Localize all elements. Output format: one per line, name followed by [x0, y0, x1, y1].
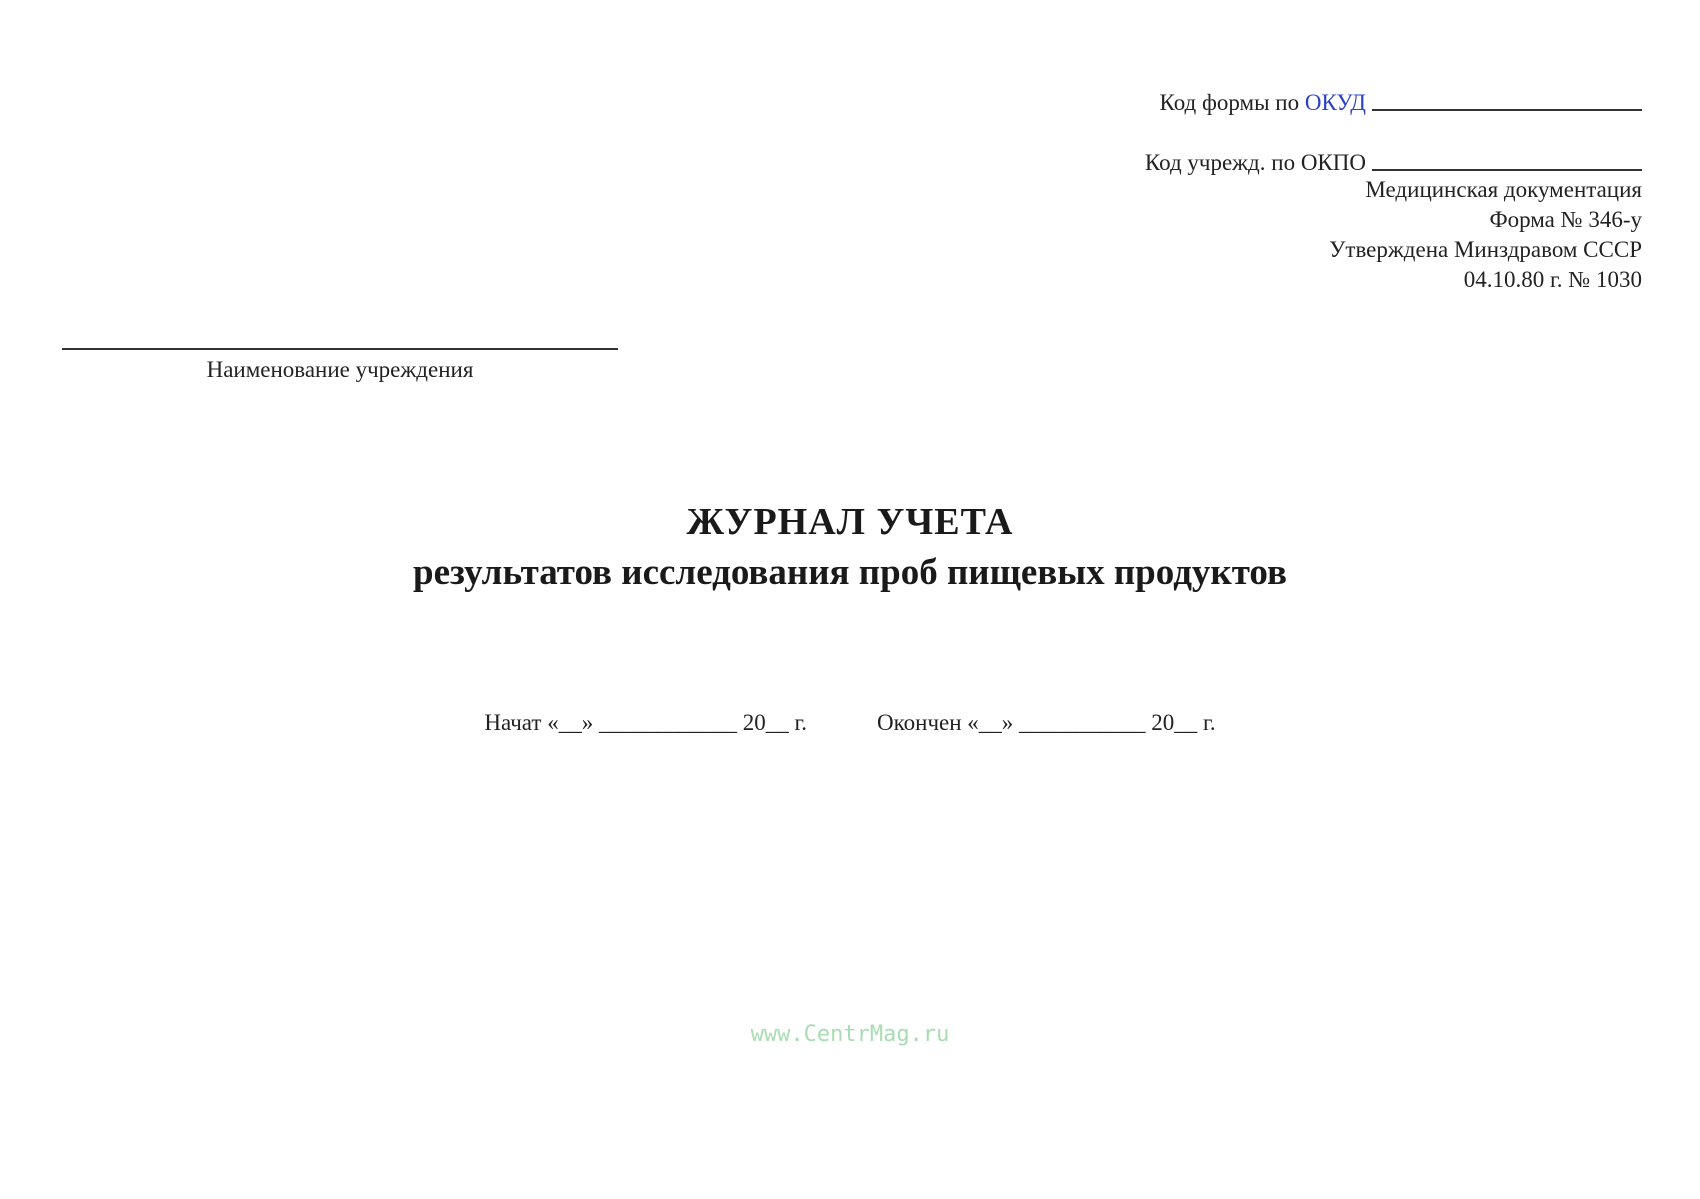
meta-approved-by: Утверждена Минздравом СССР	[1329, 237, 1642, 262]
meta-medical-documentation: Медицинская документация	[1365, 177, 1642, 202]
okud-code: ОКУД	[1304, 90, 1366, 115]
form-meta	[1082, 175, 1642, 295]
okud-label	[1160, 91, 1373, 114]
meta-form-number: Форма № 346-у	[1489, 207, 1642, 232]
okpo-label: Код учрежд. по ОКПО	[1144, 150, 1366, 175]
title-line-1: ЖУРНАЛ УЧЕТА	[686, 501, 1014, 543]
okpo-line	[1082, 144, 1642, 174]
title-line-2: результатов исследования проб пищевых продуктов	[413, 552, 1287, 593]
dates-line	[0, 710, 1700, 736]
started-date: Начат «__» ____________ 20__ г.	[484, 710, 808, 735]
watermark: www.CentrMag.ru	[750, 1022, 950, 1047]
form-codes-block	[1082, 84, 1642, 295]
finished-date: Окончен «__» ___________ 20__ г.	[877, 710, 1216, 735]
institution-blank-line	[62, 348, 618, 350]
okud-line	[1082, 84, 1642, 114]
document-title	[0, 496, 1700, 598]
okud-blank-line	[1372, 109, 1642, 111]
institution-label: Наименование учреждения	[206, 357, 474, 382]
institution-name-field	[62, 348, 618, 383]
okpo-blank-line	[1372, 169, 1642, 171]
meta-approval-date: 04.10.80 г. № 1030	[1463, 267, 1642, 292]
okud-prefix: Код формы по	[1159, 90, 1305, 115]
